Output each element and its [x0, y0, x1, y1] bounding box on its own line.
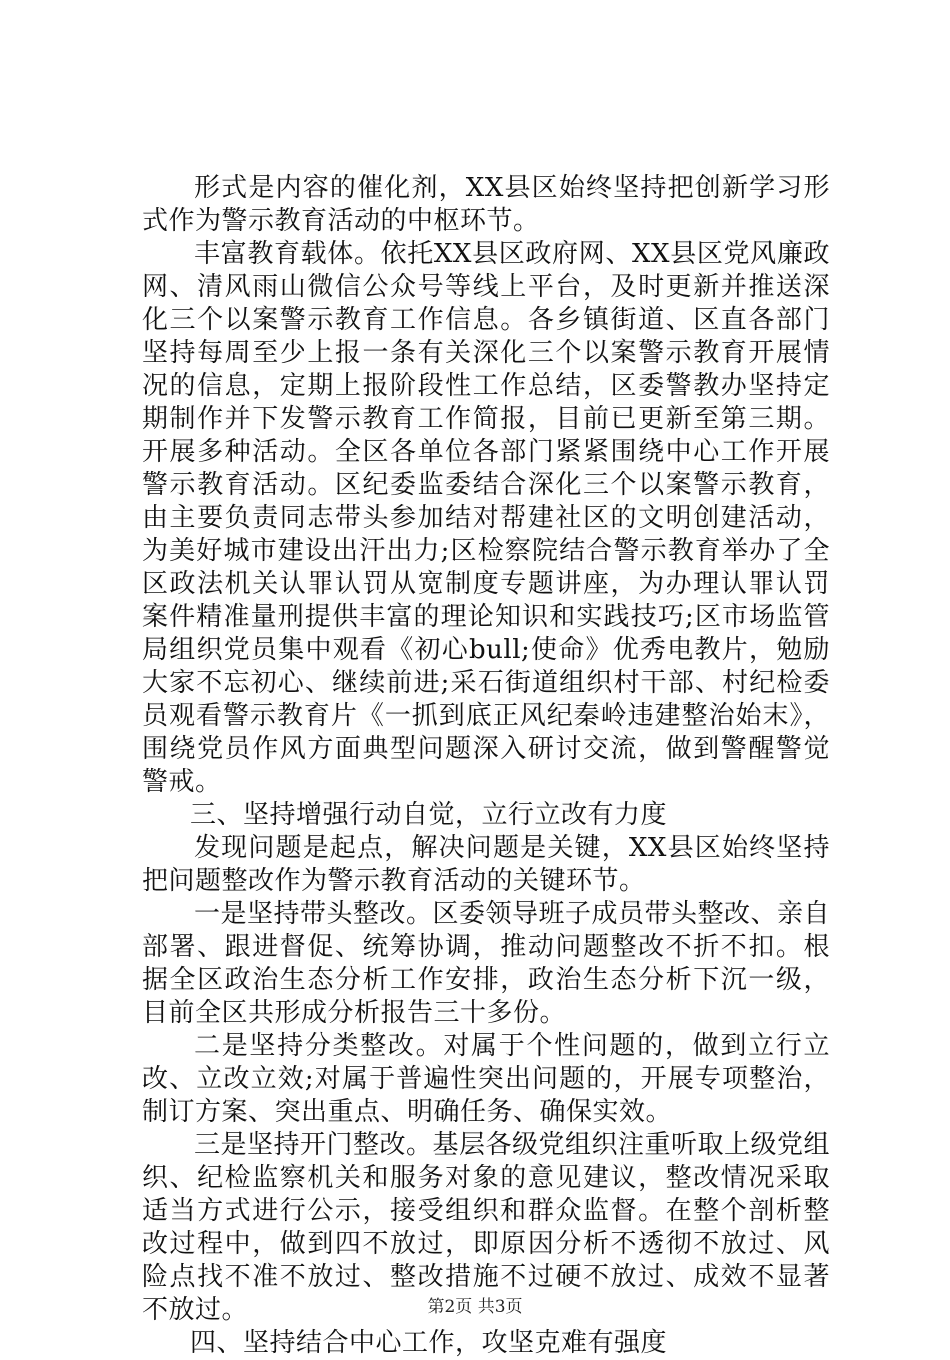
page-footer: 第2页 共3页 — [427, 1297, 523, 1317]
paragraph-education-carriers: 丰富教育载体。依托XX县区政府网、XX县区党风廉政网、清风雨山微信公众号等线上平台，及时更新并推送深化三个以案警示教育工作信息。各乡镇街道、区直各部门坚持每周至少上报一条有关深化三个以案警示教育开展情况的信息，定期上报阶段性工作总结，区委警教办坚持定期制作并下发警示教育工作简报，目前已更新至第三期。开展多种活动。全区各单位各部门紧紧围绕中心工作开展警示教育活动。区纪委监委结合深化三个以案警示教育，由主要负责同志带头参加结对帮建社区的文明创建活动，为美好城市建设出汗出力;区检察院结合警示教育举办了全区政法机关认罪认罚从宽制度专题讲座，为办理认罪认罚案件精准量刑提供丰富的理论知识和实践技巧;区市场监管局组织党员集中观看《初心bull;使命》优秀电教片，勉励大家不忘初心、继续前进;采石街道组织村干部、村纪检委员观看警示教育片《一抓到底正风纪秦岭违建整治始末》，围绕党员作风方面典型问题深入研讨交流，做到警醒警觉警戒。 — [142, 239, 830, 797]
document-body — [142, 172, 830, 1360]
paragraph-problem-rectification: 发现问题是起点，解决问题是关键，XX县区始终坚持把问题整改作为警示教育活动的关键环节。 — [142, 833, 830, 896]
paragraph-lead-rectification: 一是坚持带头整改。区委领导班子成员带头整改、亲自部署、跟进督促、统筹协调，推动问题整改不折不扣。根据全区政治生态分析工作安排，政治生态分析下沉一级，目前全区共形成分析报告三十多份。 — [142, 899, 831, 1028]
paragraph-open-rectification: 三是坚持开门整改。基层各级党组织注重听取上级党组织、纪检监察机关和服务对象的意见建议，整改情况采取适当方式进行公示，接受组织和群众监督。在整个剖析整改过程中，做到四不放过，即原因分析不透彻不放过、风险点找不准不放过、整改措施不过硬不放过、成效不显著不放过。 — [142, 1130, 831, 1325]
paragraph-category-rectification: 二是坚持分类整改。对属于个性问题的，做到立行立改、立改立效;对属于普遍性突出问题的，开展专项整治，制订方案、突出重点、明确任务、确保实效。 — [142, 1031, 830, 1127]
section-heading-four: 四、坚持结合中心工作，攻坚克难有强度 — [190, 1328, 668, 1358]
paragraph-intro-format: 形式是内容的催化剂，XX县区始终坚持把创新学习形式作为警示教育活动的中枢环节。 — [142, 173, 830, 236]
section-heading-three: 三、坚持增强行动自觉，立行立改有力度 — [190, 800, 668, 830]
